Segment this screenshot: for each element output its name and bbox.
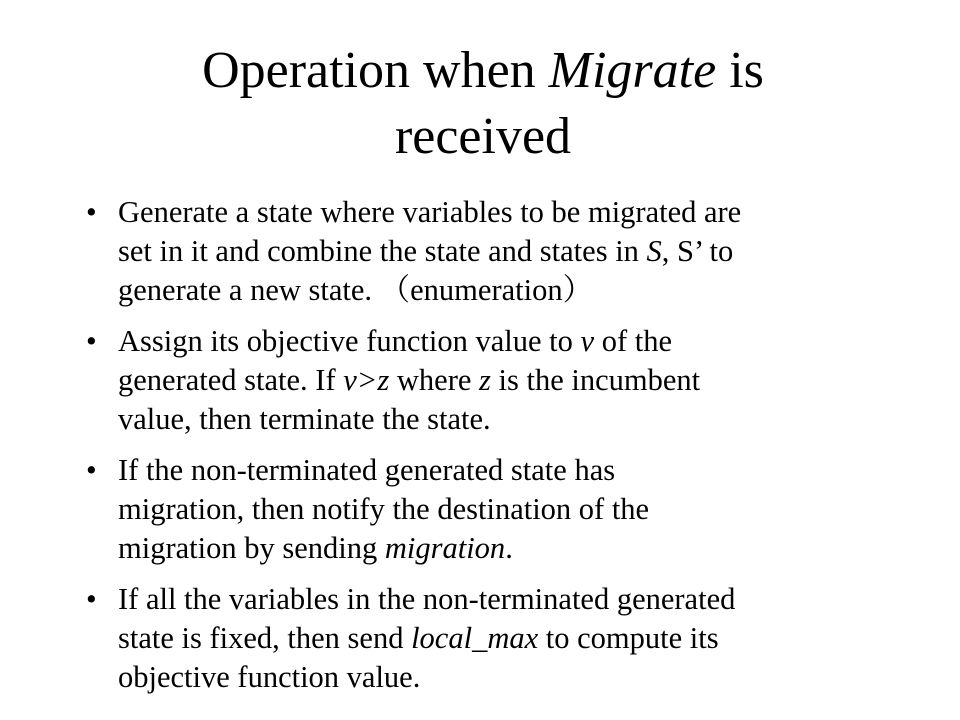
text-run: of the bbox=[594, 324, 672, 358]
bullet-line bbox=[118, 529, 880, 568]
bullet-line: value, then terminate the state. bbox=[118, 402, 491, 436]
italic-term: v>z bbox=[343, 363, 390, 397]
bullet-item bbox=[80, 580, 880, 697]
bullet-line: If the non-terminated generated state has bbox=[118, 453, 616, 487]
slide-title bbox=[80, 38, 886, 170]
bullet-line: objective function value. bbox=[118, 660, 421, 694]
bullet-line: migration, then notify the destination of the bbox=[118, 492, 650, 526]
text-run: . bbox=[505, 531, 513, 565]
text-run: state is fixed, then send bbox=[118, 621, 412, 655]
bullet-list bbox=[80, 193, 880, 709]
title-text: Operation when bbox=[202, 42, 549, 99]
text-run: is the incumbent bbox=[490, 363, 701, 397]
italic-term: v bbox=[580, 324, 595, 358]
bullet-line bbox=[118, 232, 880, 271]
bullet-line: If all the variables in the non-terminated generated bbox=[118, 582, 736, 616]
text-run: Assign its objective function value to bbox=[118, 324, 581, 358]
title-migrate-word: Migrate bbox=[548, 42, 717, 99]
text-run: , S’ to bbox=[661, 234, 734, 268]
text-run: where bbox=[389, 363, 480, 397]
italic-term: local_max bbox=[411, 621, 539, 655]
bullet-item bbox=[80, 451, 880, 568]
italic-term: S bbox=[646, 234, 662, 268]
text-run: migration by sending bbox=[118, 531, 385, 565]
bullet-item bbox=[80, 322, 880, 439]
bullet-item bbox=[80, 193, 880, 310]
bullet-line: Generate a state where variables to be migrated are bbox=[118, 195, 742, 229]
text-run: to compute its bbox=[538, 621, 719, 655]
bullet-icon: • bbox=[86, 453, 97, 487]
bullet-icon: • bbox=[86, 324, 97, 358]
title-line-2: received bbox=[394, 108, 572, 165]
bullet-icon: • bbox=[86, 582, 97, 616]
bullet-line bbox=[118, 322, 880, 361]
bullet-line bbox=[118, 361, 880, 400]
title-text: is bbox=[716, 42, 764, 99]
text-run: generated state. If bbox=[118, 363, 344, 397]
text-run: set in it and combine the state and states in bbox=[118, 234, 647, 268]
italic-term: z bbox=[479, 363, 491, 397]
bullet-line: generate a new state. （enumeration） bbox=[118, 273, 594, 307]
italic-term: migration bbox=[384, 531, 506, 565]
title-line-1 bbox=[80, 38, 886, 104]
bullet-line bbox=[118, 619, 880, 658]
bullet-icon: • bbox=[86, 195, 97, 229]
